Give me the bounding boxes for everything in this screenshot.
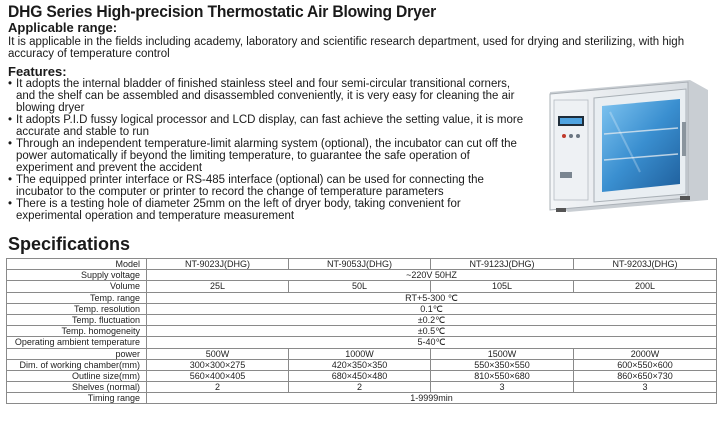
feature-item: • Through an independent temperature-limit alarming system (optional), the incubator can cut off the power automatically if beyond the limiting temperature, to guarantee the safe operation of experiment and prevent the accident: [8, 138, 528, 174]
specifications-table: [6, 258, 717, 404]
spec-value: 1500W: [431, 348, 574, 359]
table-row: [7, 370, 717, 381]
applicable-text: It is applicable in the fields including academy, laboratory and scientific research department, used for drying and sterilizing, with high accuracy of temperature control: [8, 36, 685, 60]
spec-label: Timing range: [7, 393, 147, 404]
spec-value: 0.1℃: [147, 303, 717, 314]
table-row: [7, 259, 717, 270]
table-row: [7, 314, 717, 325]
spec-label: Temp. range: [7, 292, 147, 303]
spec-value: 680×450×480: [289, 370, 431, 381]
table-row: [7, 270, 717, 281]
features-list: [8, 78, 528, 222]
spec-value: 810×550×680: [431, 370, 574, 381]
spec-value: ~220V 50HZ: [147, 270, 717, 281]
spec-value: NT-9123J(DHG): [431, 259, 574, 270]
spec-label: Model: [7, 259, 147, 270]
spec-value: 2: [289, 382, 431, 393]
feature-item: • The equipped printer interface or RS-485 interface (optional) can be used for connecting the incubator to the computer or printer to record the change of temperature parameters: [8, 174, 528, 198]
spec-value: 50L: [289, 281, 431, 292]
spec-value: NT-9053J(DHG): [289, 259, 431, 270]
table-row: [7, 337, 717, 348]
spec-label: Volume: [7, 281, 147, 292]
table-row: [7, 348, 717, 359]
spec-value: 105L: [431, 281, 574, 292]
spec-value: 3: [431, 382, 574, 393]
table-row: [7, 359, 717, 370]
spec-value: 420×350×350: [289, 359, 431, 370]
spec-value: 550×350×550: [431, 359, 574, 370]
spec-value: 5-40℃: [147, 337, 717, 348]
spec-label: Shelves (normal): [7, 382, 147, 393]
spec-label: Operating ambient temperature: [7, 337, 147, 348]
spec-value: 300×300×275: [147, 359, 289, 370]
spec-value: NT-9023J(DHG): [147, 259, 289, 270]
spec-value: 1-9999min: [147, 393, 717, 404]
spec-value: ±0.5℃: [147, 326, 717, 337]
spec-value: 560×400×405: [147, 370, 289, 381]
feature-item: • There is a testing hole of diameter 25mm on the left of dryer body, taking convenient for experimental operation and temperature measurement: [8, 198, 528, 222]
spec-label: Outline size(mm): [7, 370, 147, 381]
spec-value: 2000W: [574, 348, 717, 359]
table-row: [7, 281, 717, 292]
spec-value: NT-9203J(DHG): [574, 259, 717, 270]
spec-label: Supply voltage: [7, 270, 147, 281]
table-row: [7, 326, 717, 337]
table-row: [7, 292, 717, 303]
page-title: DHG Series High-precision Thermostatic Air Blowing Dryer: [8, 2, 437, 21]
dryer-product-photo: [540, 72, 715, 222]
spec-label: power: [7, 348, 147, 359]
spec-value: 1000W: [289, 348, 431, 359]
spec-value: 200L: [574, 281, 717, 292]
features-heading: Features:: [8, 64, 67, 79]
applicable-heading: Applicable range:: [8, 20, 118, 35]
spec-value: 500W: [147, 348, 289, 359]
spec-label: Temp. fluctuation: [7, 314, 147, 325]
table-row: [7, 303, 717, 314]
spec-value: RT+5-300 ℃: [147, 292, 717, 303]
feature-item: • It adopts P.I.D fussy logical processor and LCD display, can fast achieve the setting value, it is more accurate and stable to run: [8, 114, 528, 138]
spec-value: ±0.2℃: [147, 314, 717, 325]
table-row: [7, 382, 717, 393]
specifications-heading: Specifications: [8, 234, 131, 254]
spec-value: 25L: [147, 281, 289, 292]
spec-value: 3: [574, 382, 717, 393]
spec-value: 860×650×730: [574, 370, 717, 381]
spec-label: Temp. resolution: [7, 303, 147, 314]
spec-label: Dim. of working chamber(mm): [7, 359, 147, 370]
spec-label: Temp. homogeneity: [7, 326, 147, 337]
spec-value: 2: [147, 382, 289, 393]
table-row: [7, 393, 717, 404]
spec-value: 600×550×600: [574, 359, 717, 370]
feature-item: • It adopts the internal bladder of finished stainless steel and four semi-circular transitional corners, and the shelf can be assembled and disassembled conveniently, it is very easy for cleaning the air blowing dryer: [8, 78, 528, 114]
